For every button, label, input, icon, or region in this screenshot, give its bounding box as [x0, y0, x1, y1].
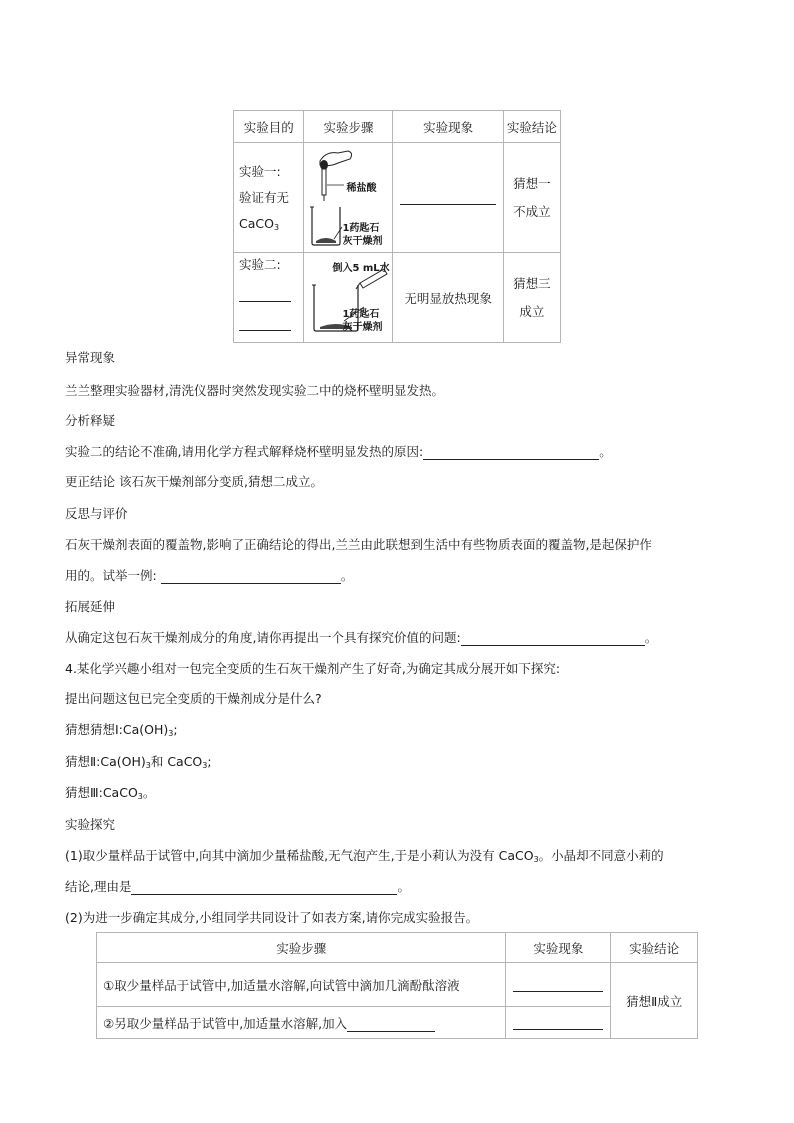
figure-label-sample-1: 1药匙石: [342, 223, 380, 234]
question-4-problem: 提出问题这包已完全变质的干燥剂成分是什么?: [65, 691, 322, 706]
figure-label-sample-2: 灰干燥剂: [342, 236, 383, 247]
table2-row2-observation: [506, 1007, 611, 1039]
answer-blank[interactable]: [347, 1019, 435, 1032]
step-1-line-2: 结论,理由是 。: [65, 879, 410, 894]
experiment-table-1: [233, 110, 561, 343]
figure-label-sample-2: 灰干燥剂: [342, 322, 383, 333]
abnormal-body: 兰兰整理实验器材,清洗仪器时突然发现实验二中的烧杯壁明显发热。: [65, 383, 444, 398]
header-conclusion: 实验结论: [611, 933, 698, 963]
row2-purpose: 实验二:: [234, 253, 304, 343]
extend-question: 从确定这包石灰干燥剂成分的角度,请你再提出一个具有探究价值的问题: 。: [65, 630, 658, 645]
answer-blank[interactable]: [513, 1017, 603, 1030]
reflect-body-2: 用的。试举一例: 。: [65, 568, 354, 583]
guess-2: 猜想$Ⅱ:Ca(OH)_3$和 CaCO$_3$;: [65, 754, 212, 770]
row2-step-figure: [304, 253, 393, 343]
experiment-table-2: [96, 932, 698, 1039]
step-2: (2)为进一步确定其成分,小组同学共同设计了如表方案,请你完成实验报告。: [65, 910, 479, 925]
question-4-intro: 4.某化学兴趣小组对一包完全变质的生石灰干燥剂产生了好奇,为确定其成分展开如下探究:: [65, 661, 561, 676]
figure-label-hcl: 稀盐酸: [346, 183, 377, 194]
step-1-line-1: (1)取少量样品于试管中,向其中滴加少量稀盐酸,无气泡产生,于是小莉认为没有 CaCO$_3$。小晶却不同意小莉的: [65, 848, 664, 864]
table2-conclusion: 猜想Ⅱ成立: [611, 963, 698, 1039]
header-steps: 实验步骤: [97, 933, 506, 963]
answer-blank[interactable]: [161, 571, 341, 584]
answer-blank[interactable]: [239, 291, 291, 302]
header-purpose: 实验目的: [234, 111, 304, 143]
answer-blank[interactable]: [513, 979, 603, 992]
section-title-explore: 实验探究: [65, 817, 116, 832]
section-title-extend: 拓展延伸: [65, 599, 116, 614]
header-observation: 实验现象: [506, 933, 611, 963]
answer-blank[interactable]: [131, 882, 397, 895]
answer-blank[interactable]: [239, 320, 291, 331]
row2-conclusion: 猜想三 成立: [503, 253, 560, 343]
section-title-abnormal: 异常现象: [65, 350, 116, 365]
answer-blank[interactable]: [400, 190, 496, 205]
figure-label-water: 倒入5 mL水: [332, 263, 390, 274]
correct-conclusion: 更正结论 该石灰干燥剂部分变质,猜想二成立。: [65, 474, 323, 489]
row1-purpose: 实验一: 验证有无 CaCO$_3$: [234, 143, 304, 253]
row1-observation-blank: [393, 143, 503, 253]
table2-row2-step: ②另取少量样品于试管中,加适量水溶解,加入: [97, 1007, 506, 1039]
table2-row1-step: ①取少量样品于试管中,加适量水溶解,向试管中滴加几滴酚酞溶液: [97, 963, 506, 1007]
reflect-body-1: 石灰干燥剂表面的覆盖物,影响了正确结论的得出,兰兰由此联想到生活中有些物质表面的覆盖物,是起保护作: [65, 537, 652, 552]
row1-step-figure: [304, 143, 393, 253]
row1-conclusion: 猜想一 不成立: [503, 143, 560, 253]
analysis-question: 实验二的结论不准确,请用化学方程式解释烧杯壁明显发热的原因: 。: [65, 444, 612, 459]
answer-blank[interactable]: [423, 447, 599, 460]
section-title-reflect: 反思与评价: [65, 506, 128, 521]
guess-1: 猜想猜想$Ⅰ:Ca(OH)_3$;: [65, 722, 178, 738]
header-conclusion: 实验结论: [503, 111, 560, 143]
section-title-analysis: 分析释疑: [65, 413, 116, 428]
row2-observation: 无明显放热现象: [393, 253, 503, 343]
guess-3: 猜想Ⅲ:CaCO$_3$。: [65, 785, 156, 801]
answer-blank[interactable]: [461, 633, 645, 646]
table2-row1-observation: [506, 963, 611, 1007]
header-observation: 实验现象: [393, 111, 503, 143]
figure-label-sample-1: 1药匙石: [342, 309, 380, 320]
header-steps: 实验步骤: [304, 111, 393, 143]
